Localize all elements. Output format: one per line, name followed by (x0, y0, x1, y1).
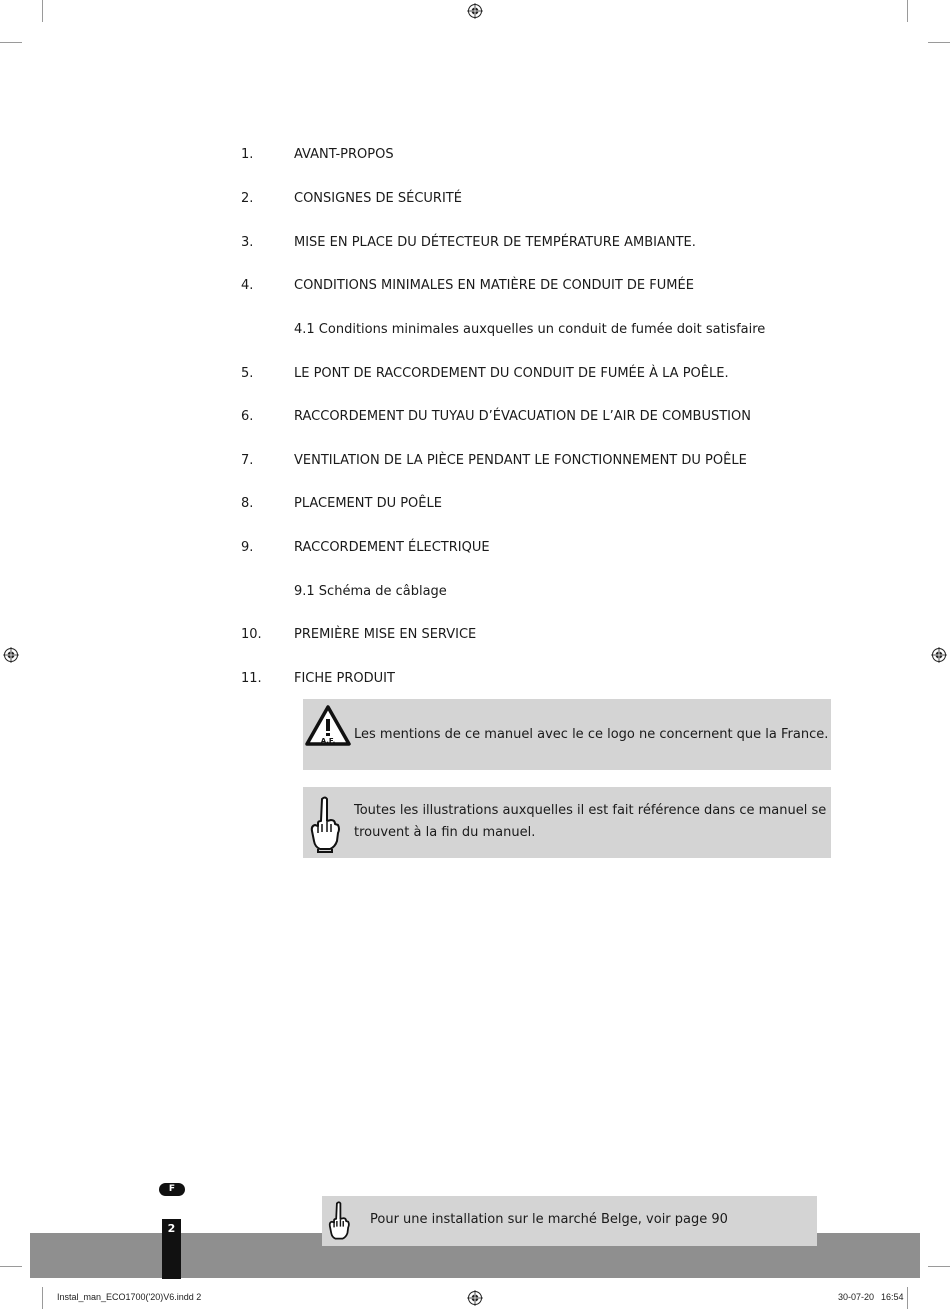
toc-item-detecteur: MISE EN PLACE DU DÉTECTEUR DE TEMPÉRATURE AMBIANTE. (294, 235, 696, 250)
toc-item-placement: PLACEMENT DU POÊLE (294, 496, 442, 511)
crop-mark (0, 1266, 22, 1267)
toc-subitem-conditions: 4.1 Conditions minimales auxquelles un conduit de fumée doit satisfaire (294, 322, 766, 337)
crop-mark (42, 0, 43, 22)
belgium-note-text: Pour une installation sur le marché Belge, voir page 90 (370, 1212, 728, 1227)
toc-number: 7. (241, 453, 254, 468)
print-file-name: Instal_man_ECO1700('20)V6.indd 2 (57, 1292, 202, 1302)
registration-mark-icon (467, 1290, 483, 1306)
toc-number: 2. (241, 191, 254, 206)
toc-subitem-cablage: 9.1 Schéma de câblage (294, 584, 447, 599)
print-date: 30-07-20 (838, 1292, 875, 1302)
pointing-hand-icon (327, 1200, 351, 1242)
illustrations-note-line2: trouvent à la fin du manuel. (354, 825, 536, 840)
warning-af-icon (305, 705, 351, 747)
toc-item-conduit: CONDITIONS MINIMALES EN MATIÈRE DE CONDUIT DE FUMÉE (294, 278, 694, 293)
registration-mark-icon (931, 647, 947, 663)
toc-item-avant-propos: AVANT-PROPOS (294, 147, 394, 162)
toc-item-tuyau: RACCORDEMENT DU TUYAU D’ÉVACUATION DE L’AIR DE COMBUSTION (294, 409, 751, 424)
registration-mark-icon (3, 647, 19, 663)
toc-item-pont: LE PONT DE RACCORDEMENT DU CONDUIT DE FUMÉE À LA POÊLE. (294, 366, 729, 381)
print-time: 16:54 (881, 1292, 904, 1302)
toc-number: 8. (241, 496, 254, 511)
toc-item-electrique: RACCORDEMENT ÉLECTRIQUE (294, 540, 490, 555)
toc-number: 3. (241, 235, 254, 250)
toc-item-fiche-produit: FICHE PRODUIT (294, 671, 395, 686)
toc-number: 4. (241, 278, 254, 293)
page-number: 2 (162, 1219, 181, 1279)
france-note (303, 699, 831, 770)
france-note-text: Les mentions de ce manuel avec le ce logo ne concernent que la France. (354, 727, 829, 742)
registration-mark-icon (467, 3, 483, 19)
crop-mark (907, 0, 908, 22)
belgium-note (322, 1196, 817, 1246)
toc-item-mise-en-service: PREMIÈRE MISE EN SERVICE (294, 627, 477, 642)
toc-number: 5. (241, 366, 254, 381)
toc-number: 10. (241, 627, 262, 642)
crop-mark (907, 1287, 908, 1309)
language-badge: F (159, 1183, 185, 1196)
svg-text:A.F.: A.F. (320, 737, 336, 745)
illustrations-note (303, 787, 831, 858)
illustrations-note-line1: Toutes les illustrations auxquelles il est fait référence dans ce manuel se (354, 803, 827, 818)
crop-mark (928, 42, 950, 43)
pointing-hand-icon (308, 795, 342, 853)
crop-mark (0, 42, 22, 43)
toc-item-consignes: CONSIGNES DE SÉCURITÉ (294, 191, 462, 206)
toc-item-ventilation: VENTILATION DE LA PIÈCE PENDANT LE FONCTIONNEMENT DU POÊLE (294, 453, 747, 468)
toc-number: 1. (241, 147, 254, 162)
toc-number: 9. (241, 540, 254, 555)
toc-number: 6. (241, 409, 254, 424)
crop-mark (928, 1266, 950, 1267)
crop-mark (42, 1287, 43, 1309)
toc-number: 11. (241, 671, 262, 686)
